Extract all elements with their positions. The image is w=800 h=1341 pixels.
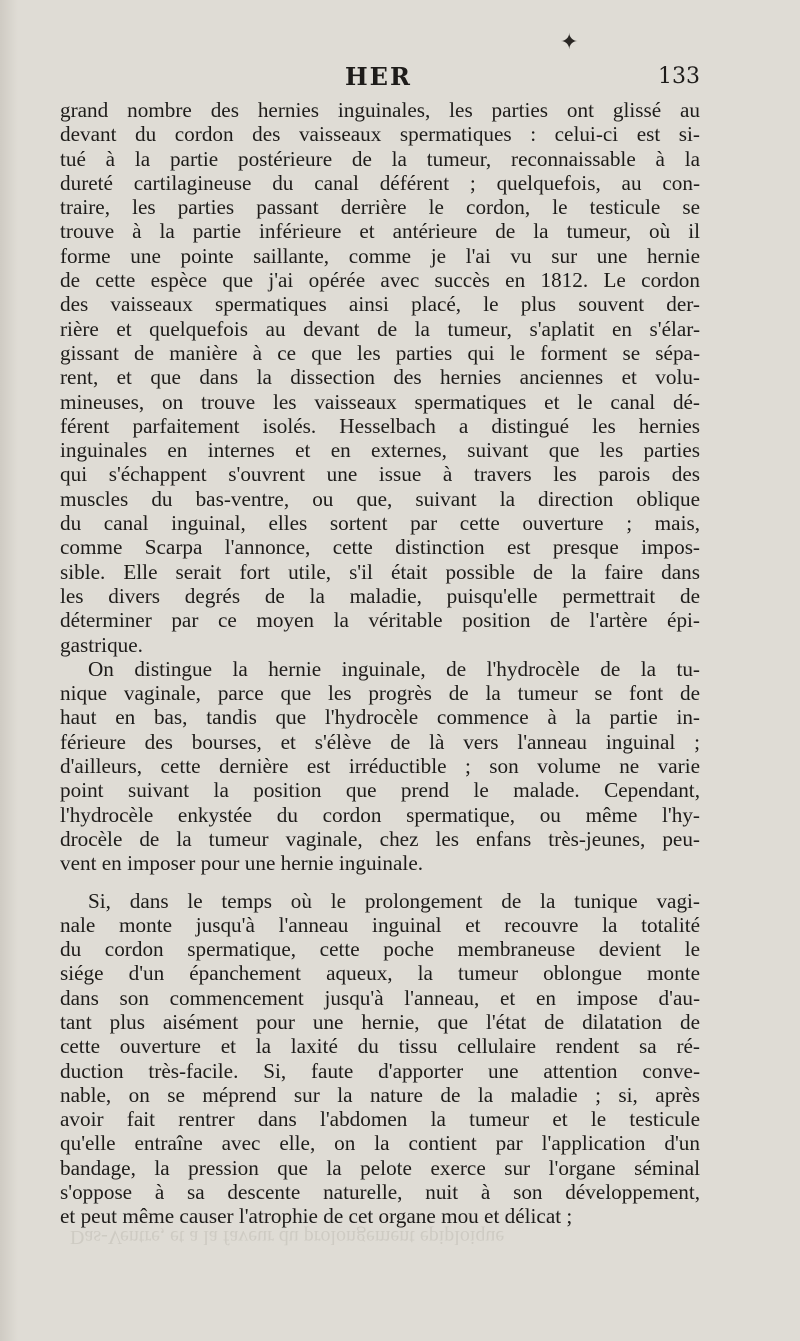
text-line: comme Scarpa l'annonce, cette distinction est presque impos- <box>60 535 700 560</box>
text-line: gastrique. <box>60 632 143 657</box>
text-line: drocèle de la tumeur vaginale, chez les enfans très-jeunes, peu- <box>60 826 700 851</box>
text-line: de cette espèce que j'ai opérée avec succès en 1812. Le cordon <box>60 268 700 293</box>
page-number: 133 <box>658 64 700 89</box>
text-line: qui s'échappent s'ouvrent une issue à travers les parois des <box>60 462 700 487</box>
text-line: du canal inguinal, elles sortent par cette ouverture ; mais, <box>60 511 700 536</box>
text-line: les divers degrés de la maladie, puisqu'elle permettrait de <box>60 583 700 608</box>
text-line: qu'elle entraîne avec elle, on la contient par l'application d'un <box>60 1131 700 1156</box>
text-line: traire, les parties passant derrière le cordon, le testicule se <box>60 195 700 220</box>
paragraph <box>60 98 700 657</box>
paragraph <box>60 657 700 876</box>
text-line: sible. Elle serait fort utile, s'il était possible de la faire dans <box>60 559 700 584</box>
text-line: duction très-facile. Si, faute d'apporter une attention conve- <box>60 1058 700 1083</box>
running-header <box>60 62 700 92</box>
text-line: nique vaginale, parce que les progrès de la tumeur se font de <box>60 681 700 706</box>
text-line: Si, dans le temps où le prolongement de la tunique vagi- <box>88 888 700 913</box>
text-line: tant plus aisément pour une hernie, que l'état de dilatation de <box>60 1009 700 1034</box>
paragraph-gap <box>60 876 700 889</box>
page-gutter <box>0 0 18 1341</box>
body-text <box>60 98 700 1229</box>
text-line: On distingue la hernie inguinale, de l'hydrocèle de la tu- <box>88 656 700 681</box>
text-line: grand nombre des hernies inguinales, les parties ont glissé au <box>60 98 700 122</box>
text-line: férieure des bourses, et s'élève de là vers l'anneau inguinal ; <box>60 729 700 754</box>
text-line: s'oppose à sa descente naturelle, nuit à son développement, <box>60 1180 700 1205</box>
text-line: forme une pointe saillante, comme je l'ai vu sur une hernie <box>60 243 700 268</box>
text-line: avoir fait rentrer dans l'abdomen la tumeur et le testicule <box>60 1107 700 1132</box>
text-line: vent en imposer pour une hernie inguinale. <box>60 851 424 876</box>
text-line: nale monte jusqu'à l'anneau inguinal et recouvre la totalité <box>60 912 700 937</box>
text-line: d'ailleurs, cette dernière est irréductible ; son volume ne varie <box>60 754 700 779</box>
text-line: dans son commencement jusqu'à l'anneau, et en impose d'au- <box>60 985 700 1010</box>
text-line: cette ouverture et la laxité du tissu cellulaire rendent sa ré- <box>60 1034 700 1059</box>
text-line: du cordon spermatique, cette poche membraneuse devient le <box>60 937 700 962</box>
bleed-through-text: Das-Ventre, et a la faveur du prolongement epiploique <box>70 1226 505 1248</box>
running-title: HER <box>345 62 412 91</box>
text-line: rière et quelquefois au devant de la tumeur, s'aplatit en s'élar- <box>60 316 700 341</box>
text-line: haut en bas, tandis que l'hydrocèle commence à la partie in- <box>60 705 700 730</box>
paragraph <box>60 889 700 1229</box>
text-line: tué à la partie postérieure de la tumeur, reconnaissable à la <box>60 146 700 171</box>
text-line: des vaisseaux spermatiques ainsi placé, le plus souvent der- <box>60 292 700 317</box>
text-line: nable, on se méprend sur la nature de la maladie ; si, après <box>60 1082 700 1107</box>
text-line: férent parfaitement isolés. Hesselbach a distingué les hernies <box>60 413 700 438</box>
text-line: déterminer par ce moyen la véritable position de l'artère épi- <box>60 608 700 633</box>
text-line: inguinales en internes et en externes, suivant que les parties <box>60 438 700 463</box>
text-line: devant du cordon des vaisseaux spermatiques : celui-ci est si- <box>60 122 700 147</box>
text-line: mineuses, on trouve les vaisseaux spermatiques et le canal dé- <box>60 389 700 414</box>
text-line: l'hydrocèle enkystée du cordon spermatique, ou même l'hy- <box>60 802 700 827</box>
text-line: gissant de manière à ce que les parties qui le forment se sépa- <box>60 340 700 365</box>
text-line: et peut même causer l'atrophie de cet organe mou et délicat ; <box>60 1204 573 1229</box>
text-line: point suivant la position que prend le malade. Cependant, <box>60 778 700 803</box>
text-line: bandage, la pression que la pelote exerce sur l'organe séminal <box>60 1155 700 1180</box>
ink-mark: ✦ <box>560 30 579 55</box>
text-line: dureté cartilagineuse du canal déférent ; quelquefois, au con- <box>60 170 700 195</box>
text-line: rent, et que dans la dissection des hernies anciennes et volu- <box>60 365 700 390</box>
text-line: muscles du bas-ventre, ou que, suivant la direction oblique <box>60 486 700 511</box>
text-line: trouve à la partie inférieure et antérieure de la tumeur, où il <box>60 219 700 244</box>
text-line: siége d'un épanchement aqueux, la tumeur oblongue monte <box>60 961 700 986</box>
